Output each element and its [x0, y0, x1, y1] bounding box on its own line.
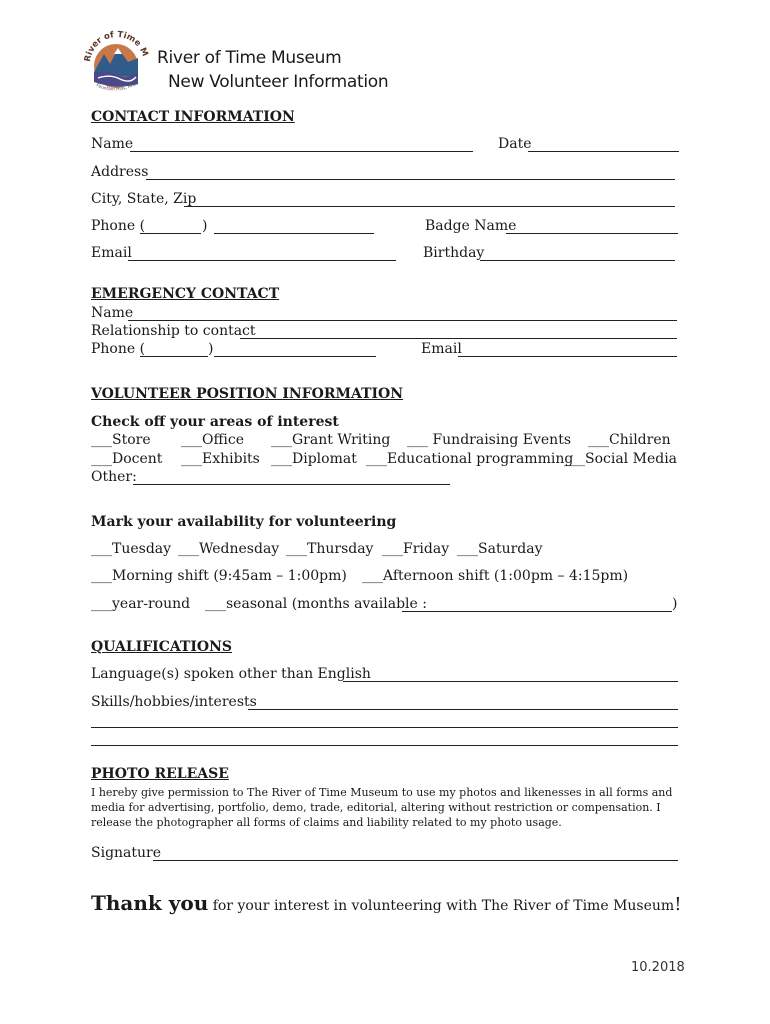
- emergency-name-field[interactable]: [128, 320, 677, 321]
- day-wednesday[interactable]: ___Wednesday: [178, 541, 280, 557]
- emergency-phone-area-field[interactable]: [140, 356, 208, 357]
- interest-heading: Check off your areas of interest: [91, 414, 339, 430]
- skills-field[interactable]: [248, 709, 678, 710]
- seasonal-option[interactable]: ___seasonal (months available :: [205, 596, 427, 612]
- contact-address-label: Address: [91, 164, 149, 180]
- contact-birthday-field[interactable]: [480, 260, 675, 261]
- language-label: Language(s) spoken other than English: [91, 666, 371, 682]
- emergency-name-label: Name: [91, 305, 134, 321]
- page-title-line2: New Volunteer Information: [168, 72, 389, 92]
- interest-exhibits[interactable]: ___Exhibits: [181, 451, 260, 467]
- emergency-relationship-label: Relationship to contact: [91, 323, 256, 339]
- seasonal-close: ): [672, 596, 678, 612]
- skills-field-line3[interactable]: [91, 745, 678, 746]
- interest-social-media[interactable]: ___Social Media: [564, 451, 678, 467]
- language-field[interactable]: [343, 681, 678, 682]
- emergency-phone-open: Phone (: [91, 341, 146, 357]
- signature-field[interactable]: [153, 860, 678, 861]
- interest-children[interactable]: ___Children: [588, 432, 671, 448]
- seasonal-months-field[interactable]: [402, 611, 672, 612]
- logo-subtext: Fountain Hills, Arizo: [95, 80, 140, 92]
- contact-heading: CONTACT INFORMATION: [91, 109, 295, 125]
- day-thursday[interactable]: ___Thursday: [286, 541, 374, 557]
- contact-email-label: Email: [91, 245, 132, 261]
- position-heading: VOLUNTEER POSITION INFORMATION: [91, 386, 404, 402]
- emergency-phone-close: ): [208, 341, 214, 357]
- contact-email-field[interactable]: [128, 260, 396, 261]
- contact-phone-close: ): [202, 218, 208, 234]
- contact-city-label: City, State, Zip: [91, 191, 197, 207]
- emergency-heading: EMERGENCY CONTACT: [91, 286, 280, 302]
- contact-badge-field[interactable]: [506, 233, 678, 234]
- interest-other-field[interactable]: [133, 484, 450, 485]
- interest-educational[interactable]: ___Educational programming: [366, 451, 574, 467]
- thank-you-bold: Thank you: [91, 891, 209, 915]
- year-round-option[interactable]: ___year-round: [91, 596, 191, 612]
- contact-address-field[interactable]: [146, 179, 675, 180]
- contact-phone-open: Phone (: [91, 218, 146, 234]
- version-stamp: 10.2018: [631, 960, 685, 975]
- thank-you-exclaim: !: [674, 894, 682, 915]
- photo-release-heading: PHOTO RELEASE: [91, 766, 229, 782]
- interest-other-label: Other:: [91, 469, 137, 485]
- museum-logo: [80, 24, 150, 92]
- qualifications-heading: QUALIFICATIONS: [91, 639, 233, 655]
- emergency-email-label: Email: [421, 341, 462, 357]
- contact-name-field[interactable]: [130, 151, 473, 152]
- thank-you-text: for your interest in volunteering with The River of Time Museum: [208, 898, 675, 914]
- skills-label: Skills/hobbies/interests: [91, 694, 257, 710]
- signature-label: Signature: [91, 845, 162, 861]
- skills-field-line2[interactable]: [91, 727, 678, 728]
- interest-diplomat[interactable]: ___Diplomat: [271, 451, 357, 467]
- day-saturday[interactable]: ___Saturday: [457, 541, 543, 557]
- photo-release-text: I hereby give permission to The River of Time Museum to use my photos and likenesses in all forms and media for advertising, portfolio, demo, trade, editorial, altering without restriction or compensation. I release the photographer all forms of claims and liability related to my photo usage.: [91, 786, 673, 829]
- contact-date-label: Date: [498, 136, 532, 152]
- contact-date-field[interactable]: [528, 151, 679, 152]
- contact-city-field[interactable]: [184, 206, 675, 207]
- day-tuesday[interactable]: ___Tuesday: [91, 541, 172, 557]
- day-friday[interactable]: ___Friday: [382, 541, 450, 557]
- contact-phone-field[interactable]: [214, 233, 374, 234]
- contact-phone-area-field[interactable]: [140, 233, 201, 234]
- interest-store[interactable]: ___Store: [91, 432, 151, 448]
- logo-text: River of Time M: [82, 29, 150, 63]
- contact-badge-label: Badge Name: [425, 218, 517, 234]
- thank-you-line: [91, 891, 681, 915]
- emergency-phone-field[interactable]: [214, 356, 376, 357]
- emergency-relationship-field[interactable]: [240, 338, 677, 339]
- contact-name-label: Name: [91, 136, 134, 152]
- interest-grant-writing[interactable]: ___Grant Writing: [271, 432, 391, 448]
- interest-fundraising[interactable]: ___ Fundraising Events: [407, 432, 572, 448]
- interest-docent[interactable]: ___Docent: [91, 451, 163, 467]
- availability-heading: Mark your availability for volunteering: [91, 514, 397, 530]
- page-title-line1: River of Time Museum: [157, 48, 342, 68]
- interest-office[interactable]: ___Office: [181, 432, 245, 448]
- contact-birthday-label: Birthday: [423, 245, 485, 261]
- emergency-email-field[interactable]: [458, 356, 677, 357]
- morning-shift[interactable]: ___Morning shift (9:45am – 1:00pm): [91, 568, 347, 584]
- afternoon-shift[interactable]: ___Afternoon shift (1:00pm – 4:15pm): [362, 568, 629, 584]
